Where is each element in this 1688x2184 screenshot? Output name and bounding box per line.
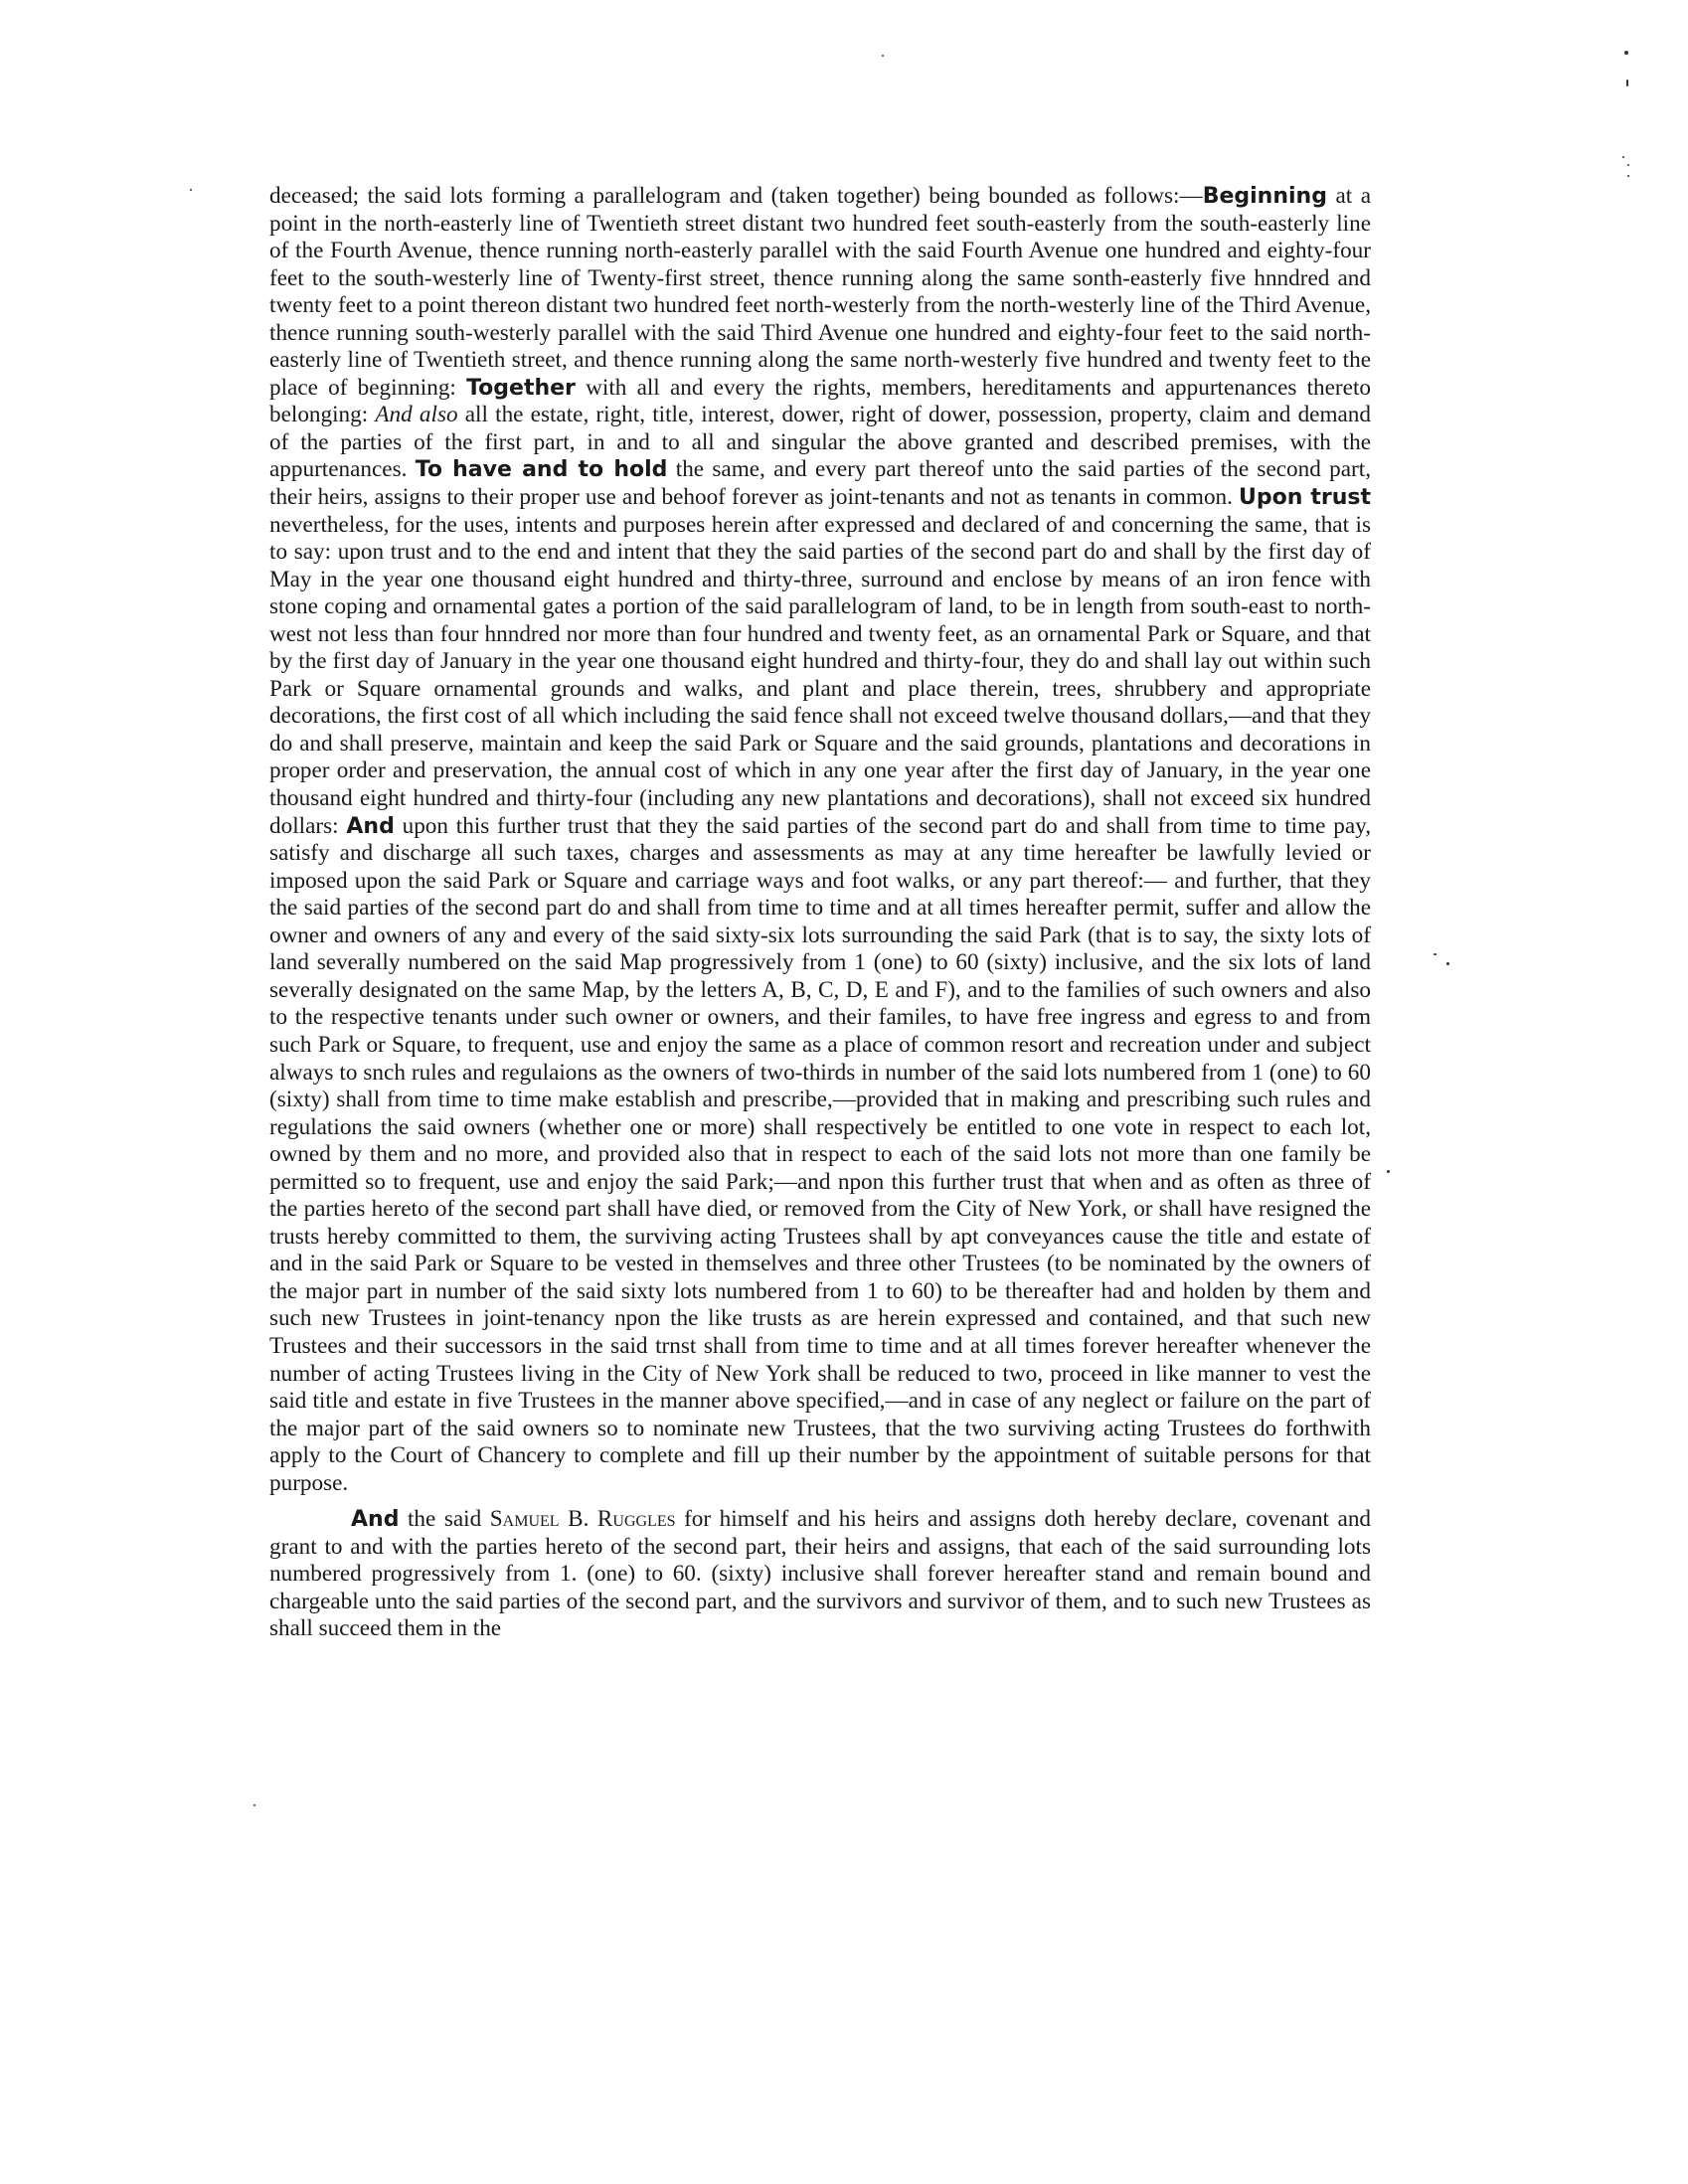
heading-to-have-and-to-hold: To have and to hold [415, 457, 668, 483]
text-span: upon this further trust that they the said parties of the second part do and shall from time to time pay, satisfy and discharge all such taxes, charges and assessments as may at any time hereafter be lawfully levied or imposed upon the said Park or Square and carriage ways and foot walks, or any part thereof:— and further, that they the said parties of the second part do and shall from time to time and at all times hereafter permit, suffer and allow the owner and owners of any and every of the said sixty-six lots surrounding the said Park (that is to say, the sixty lots of land severally numbered on the said Map progressively from 1 (one) to 60 (sixty) inclusive, and the six lots of land severally designated on the same Map, by the letters A, B, C, D, E and F), and to the families of such owners and also to the respective tenants under such owner or owners, and their familes, to have free ingress and egress to and from such Park or Square, to frequent, use and enjoy the same as a place of common resort and recreation under and subject always to snch rules and regulaions as the owners of two-thirds in number of the said lots numbered from 1 (one) to 60 (sixty) shall from time to time make establish and prescribe,—provided that in making and prescribing such rules and regulations the said owners (whether one or more) shall respectively be entitled to one vote in respect to each lot, owned by them and no more, and provided also that in respect to each of the said lots not more than one family be permitted so to frequent, use and enjoy the said Park;—and npon this further trust that when and as often as three of the parties hereto of the second part shall have died, or removed from the City of New York, or shall have resigned the trusts hereby committed to them, the surviving acting Trustees shall by apt conveyances cause the title and estate of and in the said Park or Square to be vested in themselves and three other Trustees (to be nominated by the owners of the major part in number of the said sixty lots numbered from 1 to 60) to be thereafter had and holden by them and such new Trustees in joint-tenancy npon the like trusts as are herein expressed and contained, and that such new Trustees and their successors in the said trnst shall from time to time and at all times forever hereafter whenever the number of acting Trustees living in the City of New York shall be reduced to two, proceed in like manner to vest the said title and estate in five Trustees in the manner above specified,—and in case of any neglect or failure on the part of the major part of the said owners so to nominate new Trustees, that the two surviving acting Trustees do forthwith apply to the Court of Chancery to complete and fill up their number by the appointment of suitable persons for that purpose. [269, 812, 1371, 1496]
heading-together: Together [466, 375, 576, 401]
text-span: for himself and his heirs and assigns doth hereby declare, covenant and grant to and with the parties hereto of the second part, their heirs and assigns, that each of the said surrounding lots numbered progressively from 1. (one) to 60. (sixty) inclusive shall forever hereafter stand and remain bound and chargeable unto the said parties of the second part, and the survivors and survivor of them, and to such new Trustees as shall succeed them in the [269, 1506, 1372, 1642]
text-span: at a point in the north-easterly line of Twentieth street distant two hundred feet south-easterly from the south-easterly line of the Fourth Avenue, thence running north-easterly parallel with the said Fourth Avenue one hundred and eighty-four feet to the south-westerly line of Twenty-first street, thence running along the same sonth-easterly five hnndred and twenty feet to a point thereon distant two hundred feet north-westerly from the north-westerly line of the Third Avenue, thence running south-westerly parallel with the said Third Avenue one hundred and eighty-four feet to the said north-easterly line of Twentieth street, and thence running along the same north-westerly five hundred and twenty feet to the place of beginning: [269, 183, 1372, 401]
name-samuel-b-ruggles: Samuel B. Ruggles [489, 1506, 676, 1533]
heading-upon-trust: Upon trust [1239, 485, 1372, 511]
text-span: with all and every the rights, members, hereditaments and appurtenances thereto belonging: [269, 374, 1371, 428]
italic-and-also: And also [375, 402, 458, 428]
text-span: the said [399, 1506, 490, 1533]
heading-beginning: Beginning [1202, 184, 1327, 209]
paragraph-covenant [269, 1506, 1371, 1643]
text-span: nevertheless, for the uses, intents and purposes herein after expressed and declared of and concerning the same, that is to say: upon trust and to the end and intent that they the said parties of the second part do and shall by the first day of May in the year one thousand eight hundred and thirty-three, surround and enclose by means of an iron fence with stone coping and ornamental gates a portion of the said parallelogram of land, to be in length from south-east to north-west not less than four hnndred nor more than four hundred and twenty feet, as an ornamental Park or Square, and that by the first day of January in the year one thousand eight hundred and thirty-four, they do and shall lay out within such Park or Square ornamental grounds and walks, and plant and place therein, trees, shrubbery and appropriate decorations, the first cost of all which including the said fence shall not exceed twelve thousand dollars,—and that they do and shall preserve, maintain and keep the said Park or Square and the said grounds, plantations and decorations in proper order and preservation, the annual cost of which in any one year after the first day of January, in the year one thousand eight hundred and thirty-four (including any new plantations and decorations), shall not exceed six hundred dollars: [269, 511, 1371, 839]
text-span: the same, and every part thereof unto the said parties of the second part, their heirs, assigns to their proper use and behoof forever as joint-tenants and not as tenants in common. [269, 456, 1371, 511]
heading-and: And [351, 1507, 400, 1533]
text-span: deceased; the said lots forming a parallelogram and (taken together) being bounded as follows:— [269, 183, 1203, 209]
heading-and: And [346, 813, 395, 839]
paragraph-trust-terms [269, 183, 1371, 1497]
text-span: all the estate, right, title, interest, dower, right of dower, possession, property, claim and demand of the parties of the first part, in and to all and singular the above granted and described premises, with the appurtenances. [269, 402, 1371, 483]
body-text [269, 183, 1371, 1643]
